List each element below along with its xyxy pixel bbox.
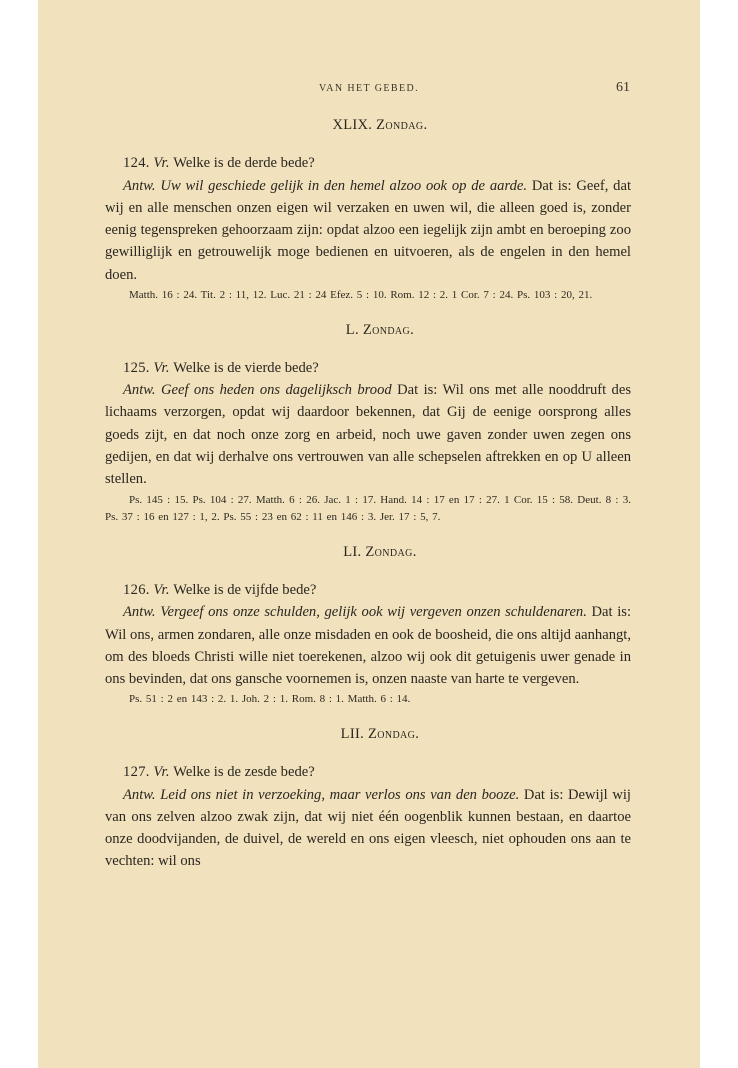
question-number: 127. xyxy=(123,764,150,781)
page-content xyxy=(105,114,631,873)
question-label: Vr. xyxy=(153,155,170,172)
section-li xyxy=(105,541,631,709)
section-numeral: LI. xyxy=(343,543,362,560)
section-heading xyxy=(105,114,631,136)
answer xyxy=(105,379,631,490)
section-xlix xyxy=(105,114,631,305)
answer-text: Dat is: Wil ons, armen zondaren, alle onze misdaden en ook de boosheid, die ons altijd aanhangt, om des bloeds Christi wille niet toerekenen, alzoo wij ook dit getuigenis uwer genade in ons bevinden, dat ons gansche voornemen is, onzen naaste van harte te vergeven. xyxy=(105,604,632,688)
page-number: 61 xyxy=(616,80,630,95)
references: Ps. 51 : 2 en 143 : 2. 1. Joh. 2 : 1. Rom. 8 : 1. Matth. 6 : 14. xyxy=(129,693,411,706)
answer xyxy=(105,784,631,873)
section-heading xyxy=(105,319,631,341)
section-numeral: LII. xyxy=(340,725,364,742)
section-heading xyxy=(105,723,631,745)
question-label: Vr. xyxy=(153,581,170,598)
book-page xyxy=(38,0,700,1068)
answer-text: Dat is: Dewijl wij van ons zelven alzoo zwak zijn, dat wij niet één oogenblik kunnen bestaan, en daartoe onze doodvijanden, de duivel, de wereld en ons eigen vleesch, niet ophouden ons aan te vechten: wil ons xyxy=(105,786,631,870)
question-text: Welke is de vierde bede? xyxy=(173,359,319,376)
section-lii xyxy=(105,723,631,873)
running-header xyxy=(38,80,700,98)
answer-label: Antw. xyxy=(123,382,156,399)
section-word: Zondag. xyxy=(367,725,420,742)
section-word: Zondag. xyxy=(362,321,415,338)
section-heading xyxy=(105,541,631,563)
answer xyxy=(105,601,631,690)
question-number: 126. xyxy=(123,581,150,598)
references: Matth. 16 : 24. Tit. 2 : 11, 12. Luc. 21 : 24 Efez. 5 : 10. Rom. 12 : 2. 1 Cor. 7 : 24. Ps. 103 : 20, 21. xyxy=(129,289,593,302)
question xyxy=(105,579,631,601)
question xyxy=(105,357,631,379)
question xyxy=(105,761,631,783)
answer-text: Dat is: Geef, dat wij en alle menschen onzen eigen wil verzaken en uwen wil, die alleen goed is, zonder eenig tegenspreken gehoorzaam zijn: opdat alzoo een iegelijk zijn ambt en beroeping zoo gewilliglijk en getrouwelijk moge bedienen en uitvoeren, als de engelen in den hemel doen. xyxy=(105,177,632,283)
question xyxy=(105,152,631,174)
question-label: Vr. xyxy=(153,764,170,781)
section-word: Zondag. xyxy=(376,117,428,133)
question-text: Welke is de vijfde bede? xyxy=(173,581,317,598)
question-text: Welke is de derde bede? xyxy=(173,155,315,172)
answer-label: Antw. xyxy=(123,604,156,621)
answer-scripture: Uw wil geschiede gelijk in den hemel alzoo ook op de aarde. xyxy=(160,177,528,194)
answer-text: Dat is: Wil ons met alle nooddruft des lichaams verzorgen, opdat wij daardoor bekennen, dat Gij de eenige oorsprong alles goeds zijt, en dat noch onze zorg en arbeid, noch uwe gaven zonder uwen zegen ons gedijen, en dat wij derhalve ons vertrouwen van alle schepselen aftrekken en op U alleen stellen. xyxy=(105,382,631,488)
running-title: VAN HET GEBED. xyxy=(318,83,420,94)
answer-scripture: Leid ons niet in verzoeking, maar verlos ons van den booze. xyxy=(160,786,520,803)
answer-label: Antw. xyxy=(123,177,156,194)
question-text: Welke is de zesde bede? xyxy=(173,764,315,781)
answer xyxy=(105,175,631,286)
answer-label: Antw. xyxy=(123,786,156,803)
section-numeral: L. xyxy=(345,321,359,338)
references: Ps. 145 : 15. Ps. 104 : 27. Matth. 6 : 26. Jac. 1 : 17. Hand. 14 : 17 en 17 : 27. 1 Cor. 15 : 58. Deut. 8 : 3. Ps. 37 : 16 en 127 : 1, 2. Ps. 55 : 23 en 62 : 11 en 146 : 3. Jer. 17 : 5, 7. xyxy=(105,493,631,524)
answer-scripture: Geef ons heden ons dagelijksch brood xyxy=(160,382,392,399)
section-word: Zondag. xyxy=(365,543,417,560)
question-number: 124. xyxy=(123,155,150,172)
section-l xyxy=(105,319,631,527)
question-number: 125. xyxy=(123,359,150,376)
section-numeral: XLIX. xyxy=(332,117,373,133)
question-label: Vr. xyxy=(153,359,170,376)
answer-scripture: Vergeef ons onze schulden, gelijk ook wij vergeven onzen schuldenaren. xyxy=(160,604,587,621)
